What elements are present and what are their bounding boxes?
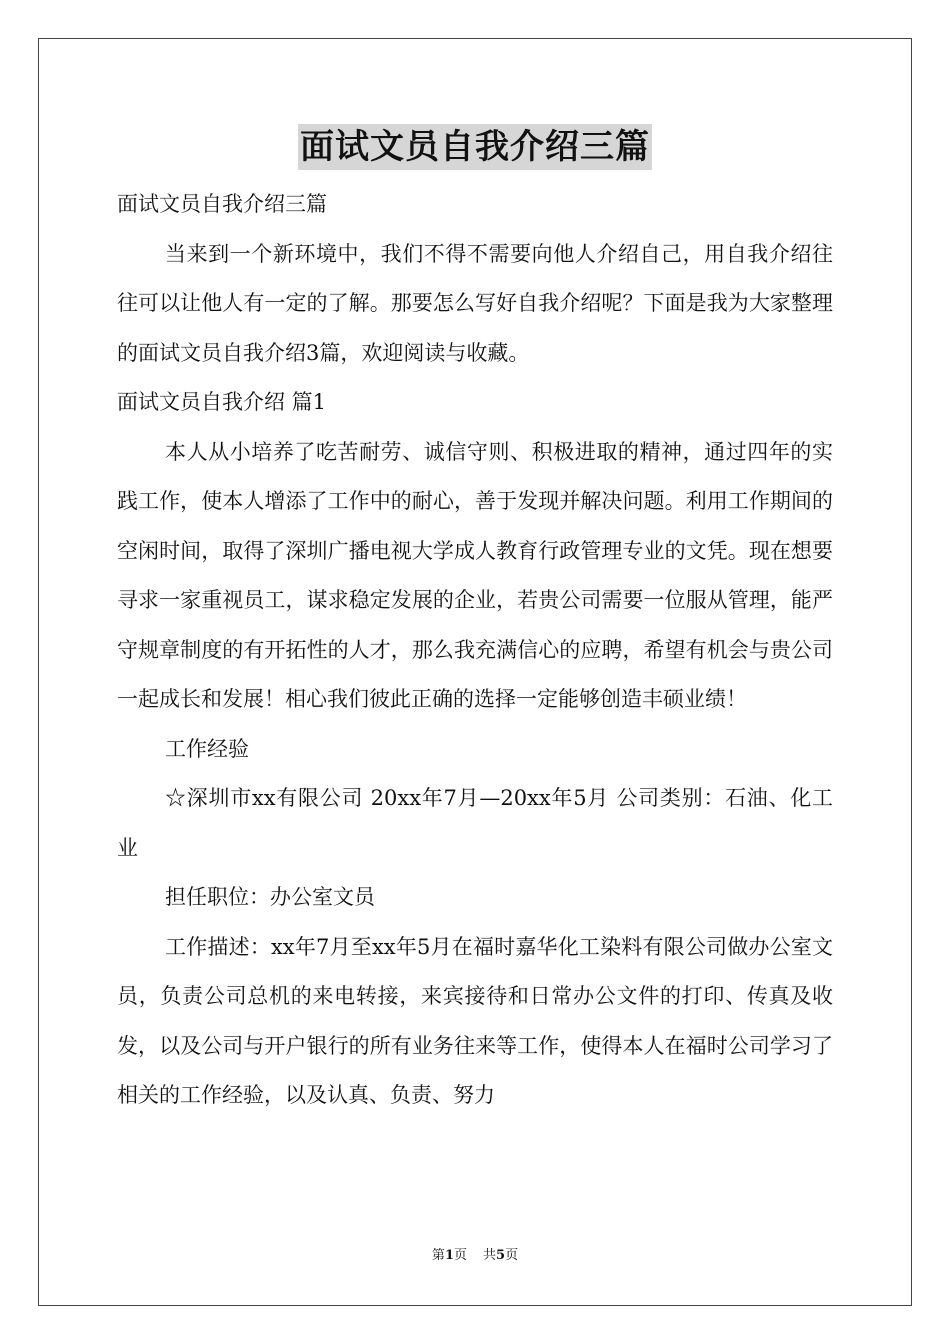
position-line: 担任职位：办公室文员 [165, 885, 375, 909]
job-description-paragraph: 工作描述：xx年7月至xx年5月在福时嘉华化工染料有限公司做办公室文员，负责公司总机的来电转接，来宾接待和日常办公文件的打印、传真及收发，以及公司与开户银行的所有业务往来等工作，使得本人在福时公司学习了相关的工作经验，以及认真、负责、努力 [117, 934, 833, 1107]
section-body-paragraph: 本人从小培养了吃苦耐劳、诚信守则、积极进取的精神，通过四年的实践工作，使本人增添了工作中的耐心，善于发现并解决问题。利用工作期间的空闲时间，取得了深圳广播电视大学成人教育行政管理专业的文凭。现在想要寻求一家重视员工，谋求稳定发展的企业，若贵公司需要一位服从管理，能严守规章制度的有开拓性的人才，那么我充满信心的应聘，希望有机会与贵公司一起成长和发展！相心我们彼此正确的选择一定能够创造丰硕业绩！ [117, 439, 833, 711]
page-number: 1 [444, 1248, 454, 1263]
document-title: 面试文员自我介绍三篇 [298, 124, 652, 170]
total-suffix: 页 [505, 1248, 519, 1263]
page-footer [0, 1247, 950, 1265]
section-heading: 面试文员自我介绍 篇1 [117, 390, 327, 414]
intro-paragraph: 当来到一个新环境中，我们不得不需要向他人介绍自己，用自我介绍往往可以让他人有一定的了解。那要怎么写好自我介绍呢？下面是我为大家整理的面试文员自我介绍3篇，欢迎阅读与收藏。 [117, 241, 833, 365]
document-subtitle: 面试文员自我介绍三篇 [117, 192, 327, 216]
work-experience-heading: 工作经验 [165, 736, 249, 761]
document-body [117, 180, 833, 1121]
company-line: ☆深圳市xx有限公司 20xx年7月—20xx年5月 公司类别：石油、化工业 [117, 786, 833, 860]
page-prefix: 第 [431, 1248, 445, 1263]
page-suffix: 页 [453, 1248, 467, 1263]
total-prefix: 共 [483, 1248, 497, 1263]
title-container [0, 124, 950, 170]
total-pages: 5 [496, 1248, 506, 1263]
